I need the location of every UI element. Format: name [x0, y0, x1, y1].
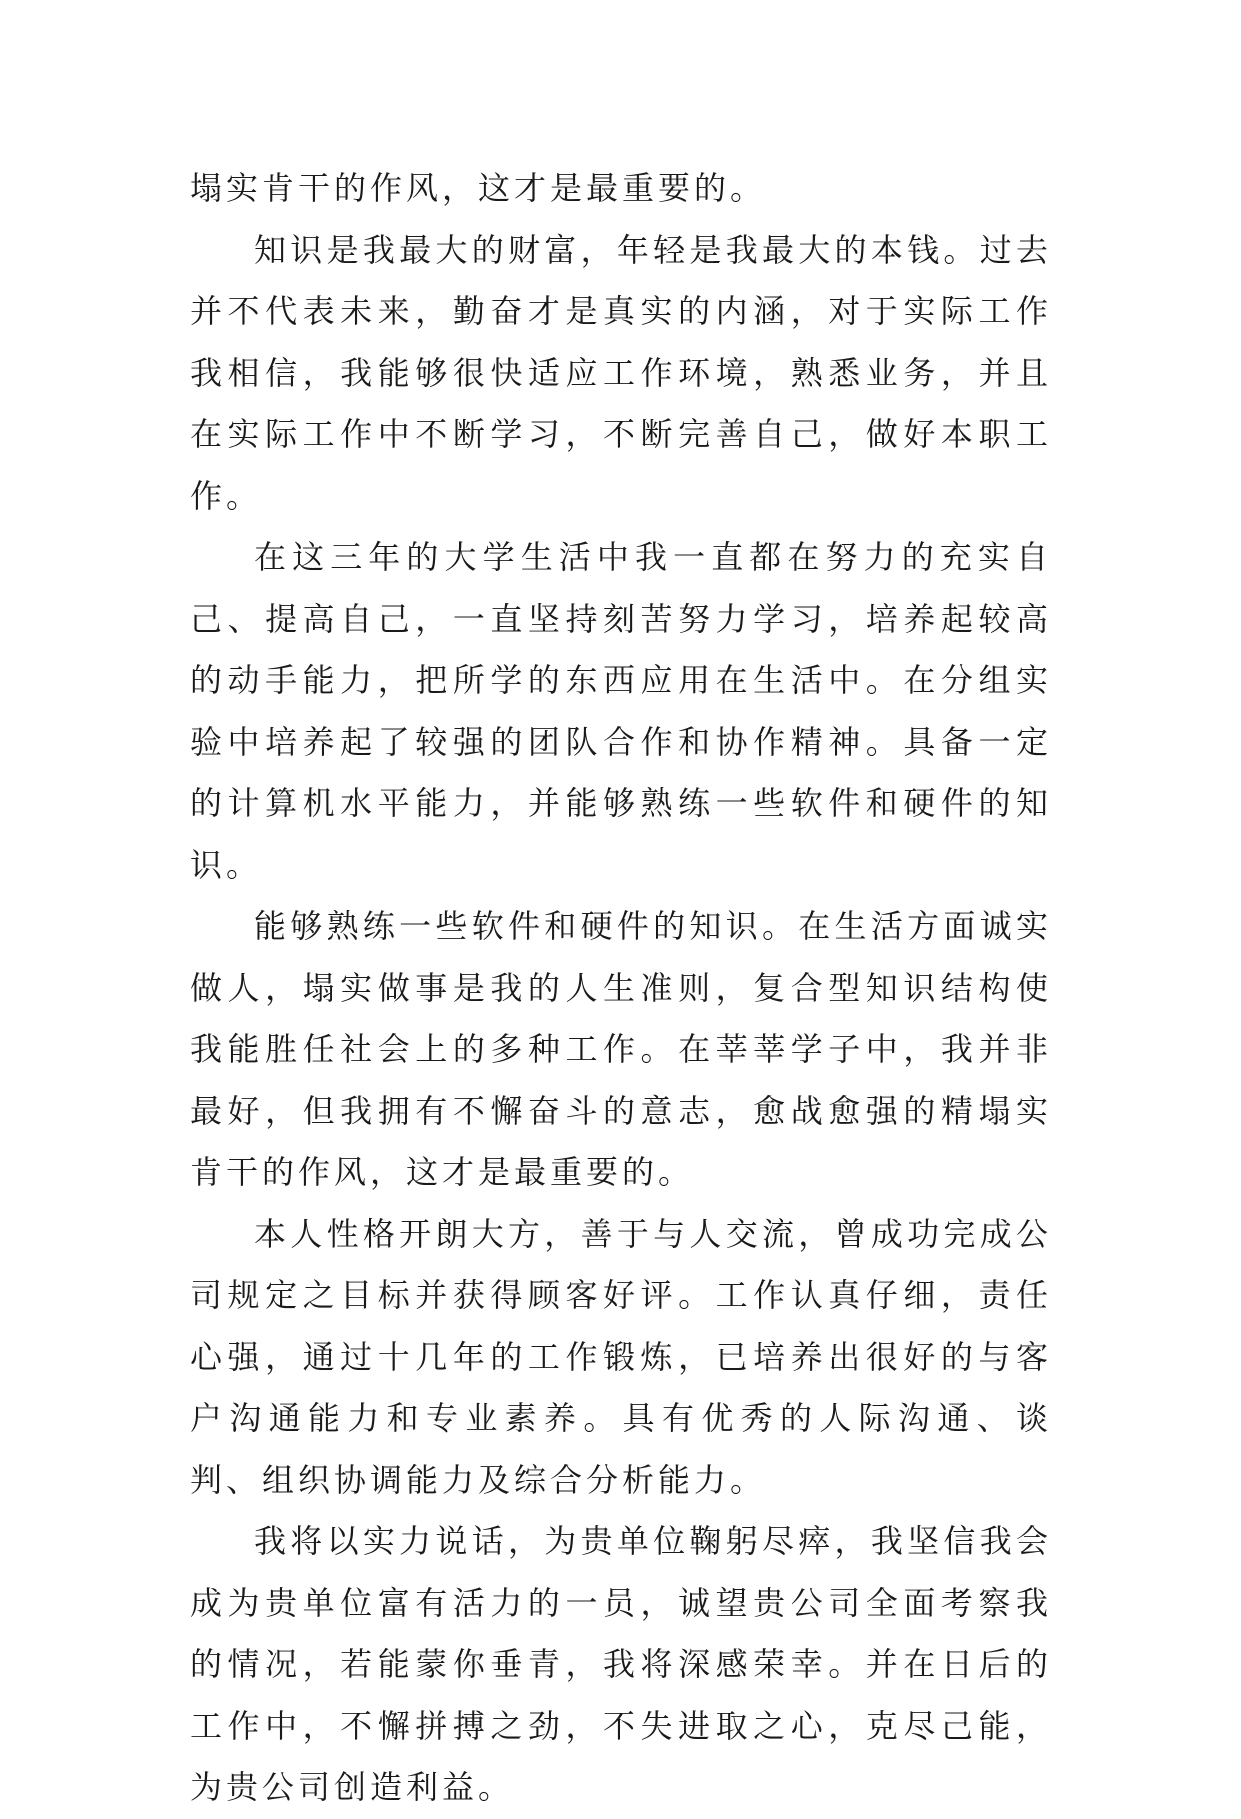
paragraph-2: 知识是我最大的财富，年轻是我最大的本钱。过去并不代表未来，勤奋才是真实的内涵，对于实际工作我相信，我能够很快适应工作环境，熟悉业务，并且在实际工作中不断学习，不断完善自己，做好本职工作。 [190, 230, 1052, 515]
paragraph-6: 我将以实力说话，为贵单位鞠躬尽瘁，我坚信我会成为贵单位富有活力的一员，诚望贵公司全面考察我的情况，若能蒙你垂青，我将深感荣幸。并在日后的工作中，不懈拼搏之劲，不失进取之心，克尽己能，为贵公司创造利益。 [190, 1522, 1052, 1806]
paragraph-1: 塌实肯干的作风，这才是最重要的。 [190, 169, 767, 207]
paragraph-5: 本人性格开朗大方，善于与人交流，曾成功完成公司规定之目标并获得顾客好评。工作认真仔细，责任心强，通过十几年的工作锻炼，已培养出很好的与客户沟通能力和专业素养。具有优秀的人际沟通、谈判、组织协调能力及综合分析能力。 [190, 1214, 1052, 1499]
paragraph-4: 能够熟练一些软件和硬件的知识。在生活方面诚实做人，塌实做事是我的人生准则，复合型知识结构使我能胜任社会上的多种工作。在莘莘学子中，我并非最好，但我拥有不懈奋斗的意志，愈战愈强的精塌实肯干的作风，这才是最重要的。 [190, 907, 1052, 1191]
document-body [190, 158, 1052, 1819]
paragraph-3: 在这三年的大学生活中我一直都在努力的充实自己、提高自己，一直坚持刻苦努力学习，培养起较高的动手能力，把所学的东西应用在生活中。在分组实验中培养起了较强的团队合作和协作精神。具备一定的计算机水平能力，并能够熟练一些软件和硬件的知识。 [190, 538, 1052, 884]
